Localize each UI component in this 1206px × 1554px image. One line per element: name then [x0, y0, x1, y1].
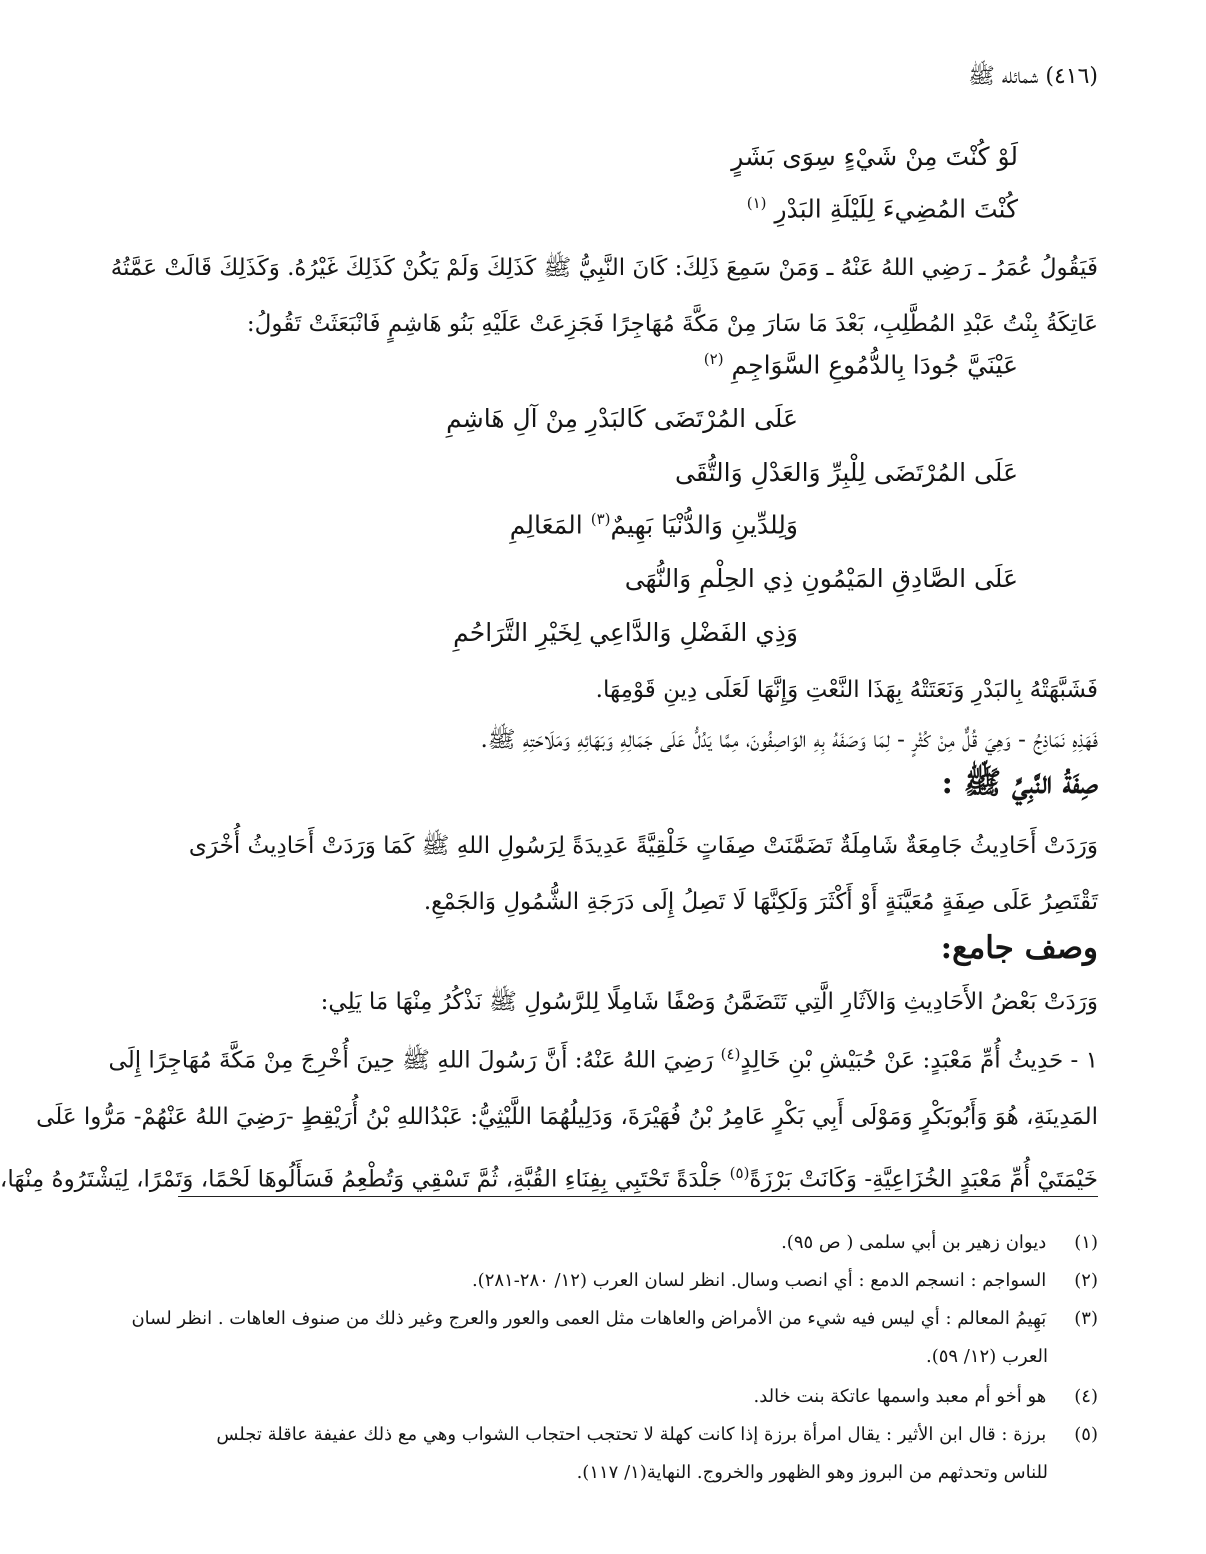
footnote-3-text-2: العرب (١٢/ ٥٩).: [925, 1346, 1048, 1367]
footnote-1-number: (١): [1074, 1232, 1098, 1253]
paragraph-6-line-1-post: رَضِيَ اللهُ عَنْهُ: أَنَّ رَسُولَ اللهِ ﷺ حِينَ أُخْرِجَ مِنْ مَكَّةَ مُهَاجِرًا إِلَى: [108, 1047, 714, 1074]
footnote-separator: [178, 1196, 1098, 1197]
paragraph-6-line-3-pre: خَيْمَتَيْ أُمِّ مَعْبَدٍ الخُزَاعِيَّةِ- وَكَانَتْ بَرْزَةً: [749, 1166, 1098, 1193]
poem-2-verse-2a: عَلَى المُرْتَضَى لِلْبِرِّ وَالعَدْلِ وَالتُّقَى: [675, 458, 1018, 487]
paragraph-6: [0, 1026, 1098, 1207]
paragraph-1-line-1: فَيَقُولُ عُمَرُ ـ رَضِي اللهُ عَنْهُ ـ وَمَنْ سَمِعَ ذَلِكَ: كَانَ النَّبِيُّ ﷺ كَذَلِكَ وَلَمْ يَكُنْ كَذَلِكَ غَيْرُهُ. وَكَذَلِكَ قَالَتْ عَمَّتُهُ: [110, 255, 1098, 281]
section-heading-comprehensive-description: وصف جامع:: [940, 930, 1098, 966]
footnote-1-text: ديوان زهير بن أبي سلمى ( ص ٩٥).: [781, 1232, 1047, 1253]
paragraph-6-line-3: [0, 1145, 1098, 1208]
paragraph-2: [178, 662, 1098, 718]
footnote-4-text: هو أخو أم معبد واسمها عاتكة بنت خالد.: [753, 1386, 1047, 1407]
footnote-5-number: (٥): [1074, 1424, 1098, 1445]
footnote-ref-1: (١): [746, 194, 767, 212]
paragraph-1-line-2: عَاتِكَةُ بِنْتُ عَبْدِ المُطَّلِبِ، بَعْدَ مَا سَارَ مِنْ مَكَّةَ مُهَاجِرًا فَجَزِعَتْ عَلَيْهِ بَنُو هَاشِمٍ فَانْبَعَثَتْ تَقُولُ:: [246, 311, 1098, 337]
section-heading-prophet-description: صِفَةُ النَّبِيِّ ﷺ :: [941, 765, 1098, 801]
poem-2-verse-1b: عَلَى المُرْتَضَى كَالبَدْرِ مِنْ آلِ هَاشِمِ: [446, 404, 798, 433]
footnote-1: [188, 1224, 1098, 1262]
paragraph-4: [178, 818, 1098, 930]
paragraph-6-line-3-post: جَلْدَةً تَحْتَبِي بِفِنَاءِ القُبَّةِ، ثُمَّ تَسْقِي وَتُطْعِمُ فَسَأَلُوهَا لَحْمًا، وَتَمْرًا، لِيَشْتَرُوهُ مِنْهَا،: [0, 1166, 723, 1193]
footnote-ref-5: (٥): [729, 1163, 750, 1182]
footnote-5-line-1: [188, 1416, 1098, 1454]
footnote-2-number: (٢): [1074, 1270, 1098, 1291]
poem-2-verse-1a: [704, 350, 1018, 379]
poem-2-verse-2b: [510, 510, 798, 539]
footnote-3-text-1: بَهِيمُ المعالم : أي ليس فيه شيء من الأمراض والعاهات مثل العمى والعور والعرج وغير ذلك من صنوف العاهات . انظر لسان: [131, 1308, 1047, 1329]
paragraph-5: [178, 974, 1098, 1030]
footnote-3: [131, 1300, 1098, 1376]
paragraph-3-line-1: فَهَذِهِ نَمَاذِجُ - وَهِيَ قُلٌّ مِنْ كُثْرٍ - لِمَا وَصَفَهُ بِهِ الوَاصِفُونَ، مِمَّا يَدُلُّ عَلَى جَمَالِهِ وَبَهَائِهِ وَمَلَاحَتِهِ ﷺ.: [480, 727, 1098, 753]
poem-2-verse-1a-text: عَيْنَيَّ جُودَا بِالدُّمُوعِ السَّوَاجِمِ: [731, 350, 1018, 380]
paragraph-3: [178, 712, 1098, 768]
footnote-5-text-2: للناس وتحدثهم من البروز وهو الظهور والخروج. النهاية(١/ ١١٧).: [576, 1462, 1048, 1483]
footnote-ref-3: (٣): [590, 510, 611, 528]
page-header: (٤١٦) شمائله ﷺ: [968, 64, 1098, 89]
paragraph-6-line-2: المَدِينَةِ، هُوَ وَأَبُوبَكْرٍ وَمَوْلَى أَبِي بَكْرٍ عَامِرُ بْنُ فُهَيْرَةَ، وَدَلِيلُهُمَا اللَّيْثِيُّ: عَبْدُاللهِ بْنُ أُرَيْقِطٍ -رَضِيَ اللهُ عَنْهُمْ- مَرُّوا عَلَى: [36, 1103, 1098, 1130]
footnote-2-line-1: [188, 1262, 1098, 1300]
poem-2-verse-3b: وَذِي الفَضْلِ وَالدَّاعِي لِخَيْرِ التَّرَاحُمِ: [453, 618, 798, 647]
footnote-4-number: (٤): [1074, 1386, 1098, 1407]
poem-1-line-1: لَوْ كُنْتَ مِنْ شَيْءٍ سِوَى بَشَرٍ: [731, 142, 1018, 171]
poem-1-line-2-text: كُنْتَ المُضِيءَ لِلَيْلَةِ البَدْرِ: [774, 194, 1018, 224]
poem-2-verse-3a: عَلَى الصَّادِقِ المَيْمُونِ ذِي الحِلْمِ وَالنُّهَى: [624, 564, 1018, 593]
footnote-ref-2: (٢): [703, 350, 724, 368]
paragraph-6-line-1: [108, 1026, 1098, 1089]
footnote-4: [188, 1378, 1098, 1416]
footnote-1-line-1: [188, 1224, 1098, 1262]
footnote-5-text-1: برزة : قال ابن الأثير : يقال امرأة برزة إذا كانت كهلة لا تحتجب احتجاب الشواب وهي مع ذلك عفيفة عاقلة تجلس: [216, 1424, 1047, 1445]
footnote-5: [188, 1416, 1098, 1492]
paragraph-6-line-1-pre: ١ - حَدِيثُ أُمِّ مَعْبَدٍ: عَنْ حُبَيْشِ بْنِ خَالِدٍ: [740, 1047, 1098, 1074]
poem-1-line-2: [747, 194, 1018, 223]
footnote-4-line-1: [188, 1378, 1098, 1416]
paragraph-5-line-1: وَرَدَتْ بَعْضُ الأَحَادِيثِ وَالآثَارِ الَّتِي تَتَضَمَّنُ وَصْفًا شَامِلًا لِلرَّسُولِ ﷺ نَذْكُرُ مِنْهَا مَا يَلِي:: [320, 989, 1098, 1015]
poem-2-verse-2b-pre: وَلِلدِّينِ وَالدُّنْيَا بَهِيمٌ: [610, 510, 798, 540]
paragraph-4-line-1: وَرَدَتْ أَحَادِيثُ جَامِعَةٌ شَامِلَةٌ تَضَمَّنَتْ صِفَاتٍ خَلْقِيَّةً عَدِيدَةً لِرَسُولِ اللهِ ﷺ كَمَا وَرَدَتْ أَحَادِيثُ أُخْرَى: [188, 833, 1098, 859]
paragraph-1: [110, 240, 1098, 352]
footnote-2-text: السواجم : انسجم الدمع : أي انصب وسال. انظر لسان العرب (١٢/ ٢٨٠-٢٨١).: [471, 1270, 1047, 1291]
footnote-3-line-1: [131, 1300, 1098, 1338]
paragraph-4-line-2: تَقْتَصِرُ عَلَى صِفَةٍ مُعَيَّنَةٍ أَوْ أَكْثَرَ وَلَكِنَّهَا لَا تَصِلُ إِلَى دَرَجَةِ الشُّمُولِ وَالجَمْعِ.: [423, 889, 1098, 915]
footnote-2: [188, 1262, 1098, 1300]
paragraph-2-line-1: فَشَبَّهَتْهُ بِالبَدْرِ وَنَعَتَتْهُ بِهَذَا النَّعْتِ وَإِنَّهَا لَعَلَى دِينِ قَوْمِهَا.: [595, 677, 1098, 703]
poem-2-verse-2b-post: المَعَالِمِ: [509, 510, 583, 540]
footnote-ref-4: (٤): [720, 1045, 741, 1063]
footnote-3-number: (٣): [1074, 1308, 1098, 1329]
